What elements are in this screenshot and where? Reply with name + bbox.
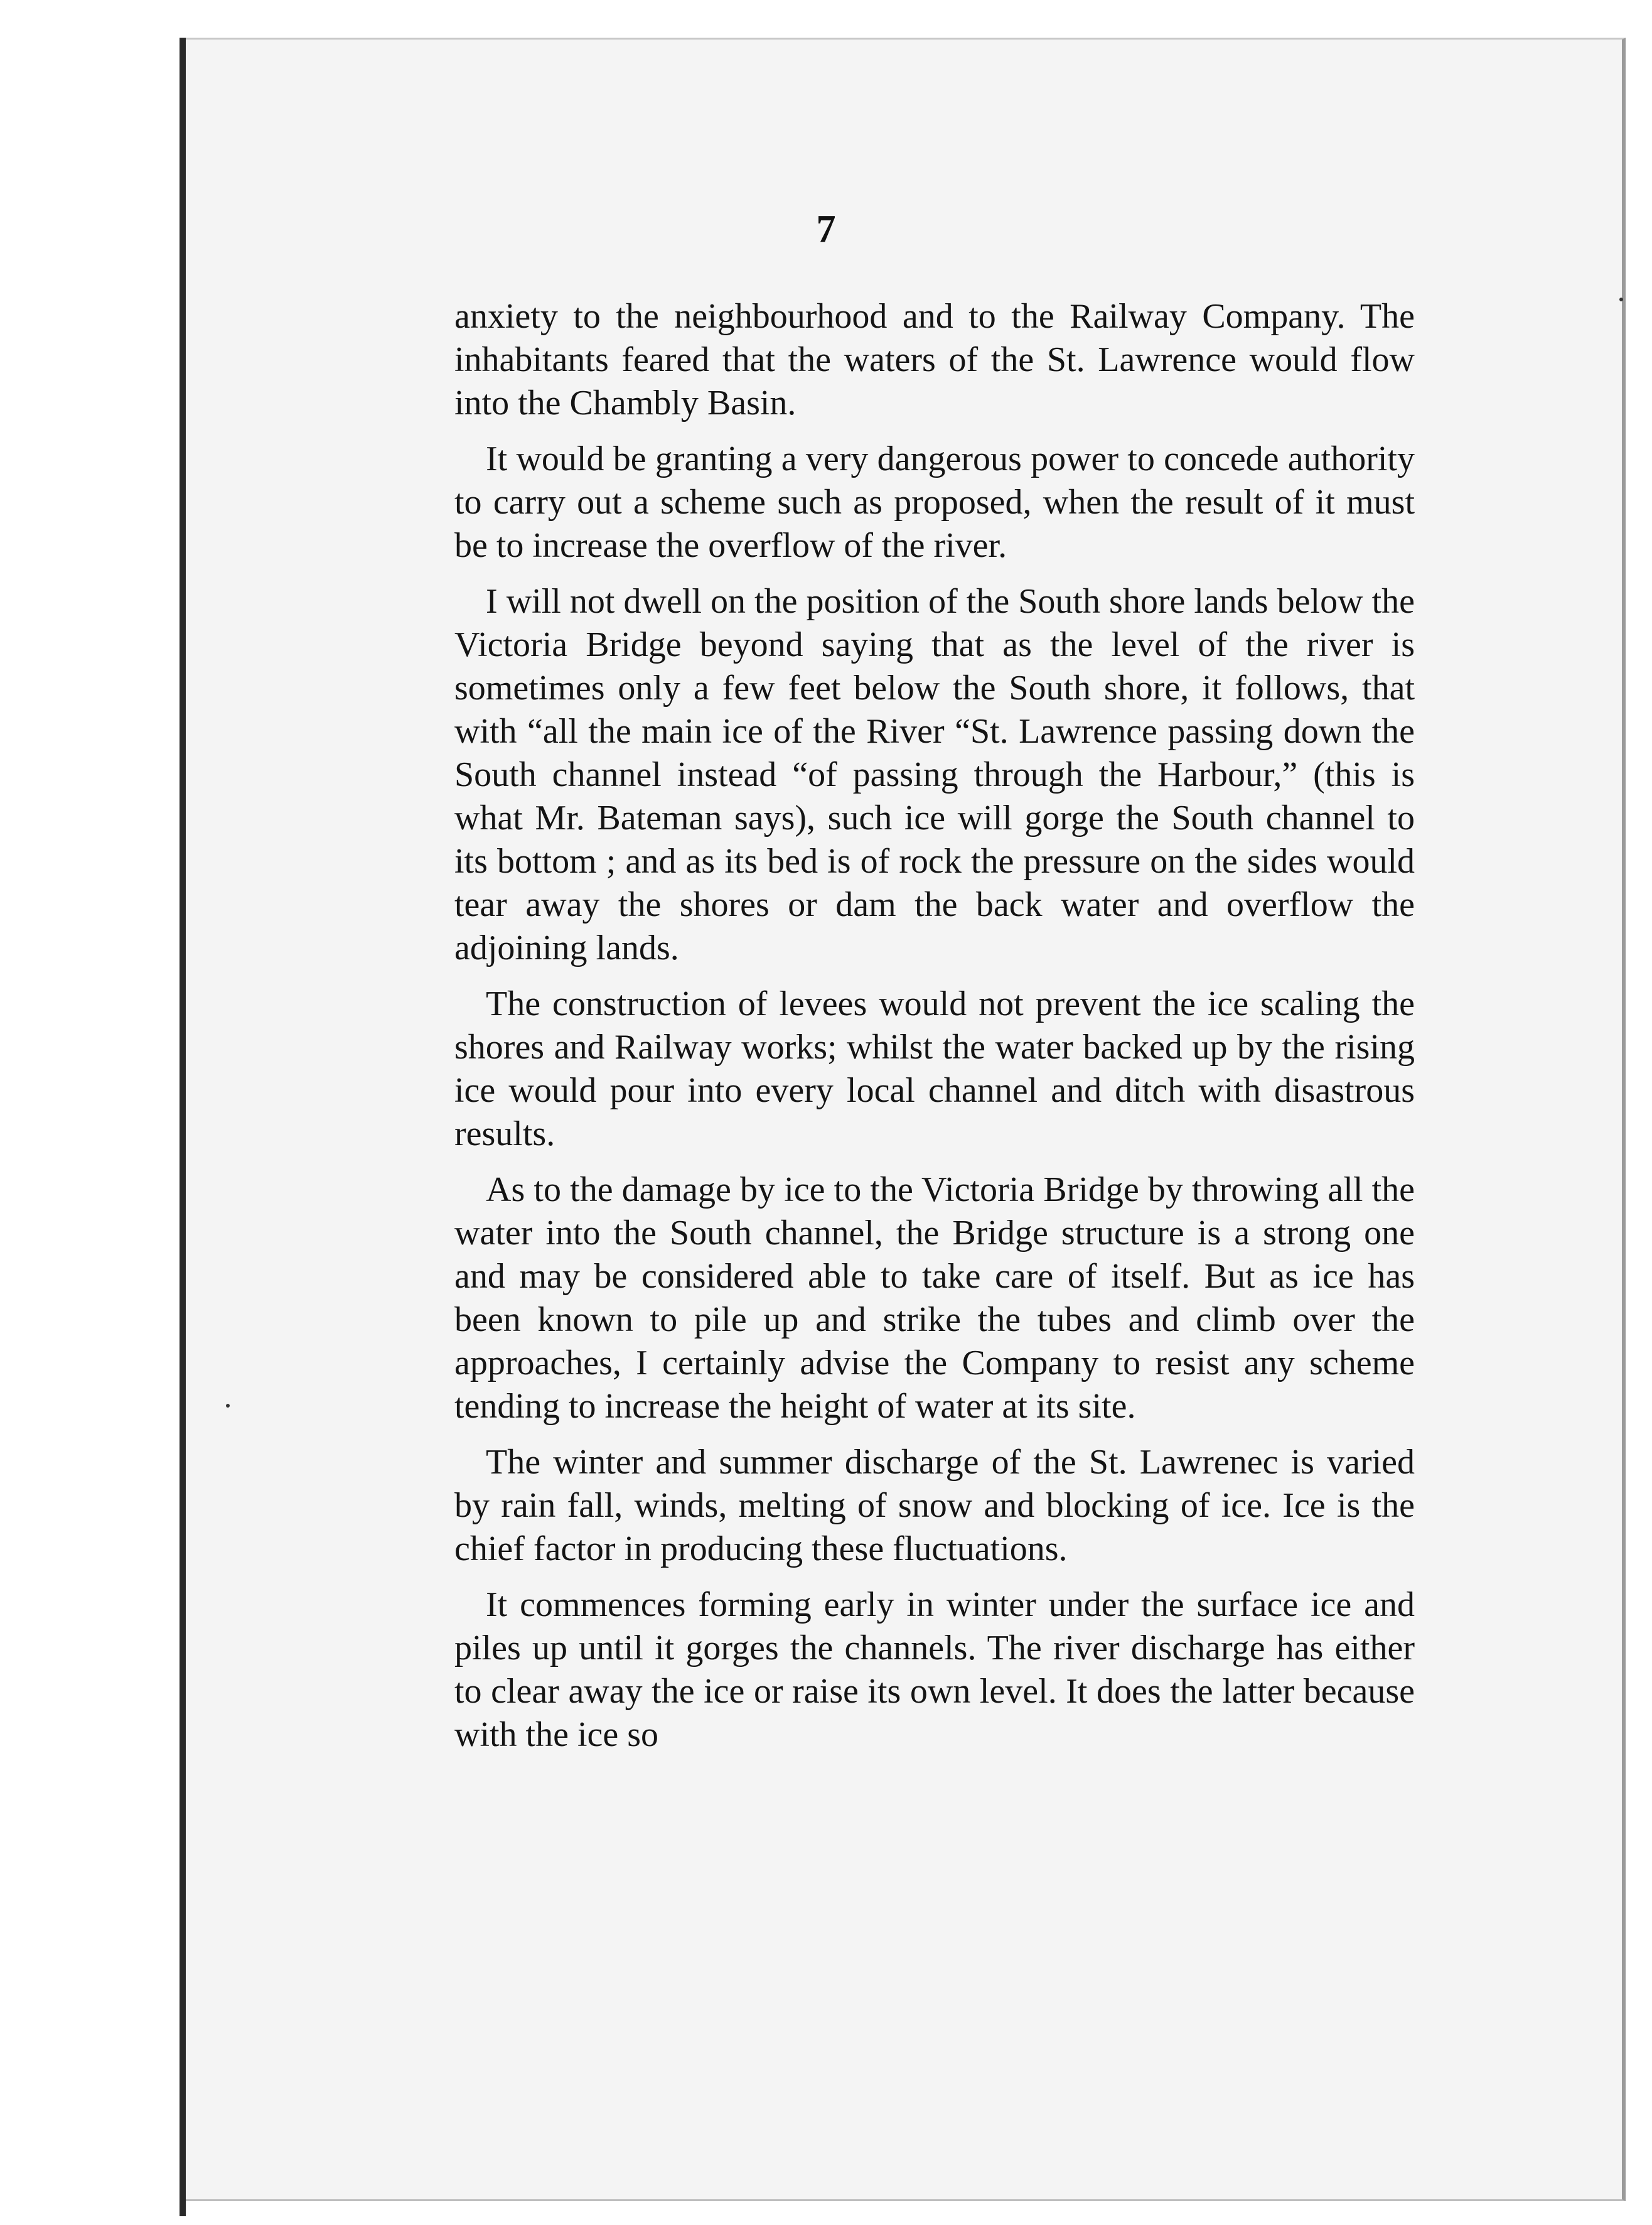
scan-speck (1619, 298, 1623, 301)
paragraph: As to the damage by ice to the Victoria Bridge by throwing all the water into the South channel, the Bridge structure is a strong one and may be considered able to take care of itself. But as ice has been known to pile up and strike the tubes and climb over the approaches, I certainly advise the Company to resist any scheme tending to increase the height of water at its site. (454, 1170, 1415, 1426)
paragraph: The winter and summer discharge of the St. Lawrenec is varied by rain fall, winds, melting of snow and blocking of ice. Ice is the chief factor in producing these fluctuations. (454, 1443, 1415, 1568)
body-text (454, 295, 1415, 1769)
paragraph: It commences forming early in winter under the surface ice and piles up until it gorges the channels. The river discharge has either to clear away the ice or raise its own level. It does the latter because with the ice so (454, 1585, 1415, 1754)
paragraph: anxiety to the neighbourhood and to the Railway Company. The inhabitants feared that the waters of the St. Lawrence would flow into the Chambly Basin. (454, 297, 1415, 423)
scan-speck (226, 1404, 230, 1408)
binding-edge (180, 38, 186, 2216)
paragraph: I will not dwell on the position of the South shore lands below the Victoria Bridge beyond saying that as the level of the river is sometimes only a few feet below the South shore, it follows, that with “all the main ice of the River “St. Lawrence passing down the South channel instead “of passing through the Harbour,” (this is what Mr. Bateman says), such ice will gorge the South channel to its bottom ; and as its bed is of rock the pressure on the sides would tear away the shores or dam the back water and overflow the adjoining lands. (454, 582, 1415, 967)
paragraph: It would be granting a very dangerous power to concede authority to carry out a scheme such as proposed, when the result of it must be to increase the overflow of the river. (454, 439, 1415, 565)
page-number: 7 (816, 208, 836, 251)
binding-margin (0, 0, 183, 2225)
paragraph: The construction of levees would not prevent the ice scaling the shores and Railway works; whilst the water backed up by the rising ice would pour into every local channel and ditch with disastrous results. (454, 984, 1415, 1153)
